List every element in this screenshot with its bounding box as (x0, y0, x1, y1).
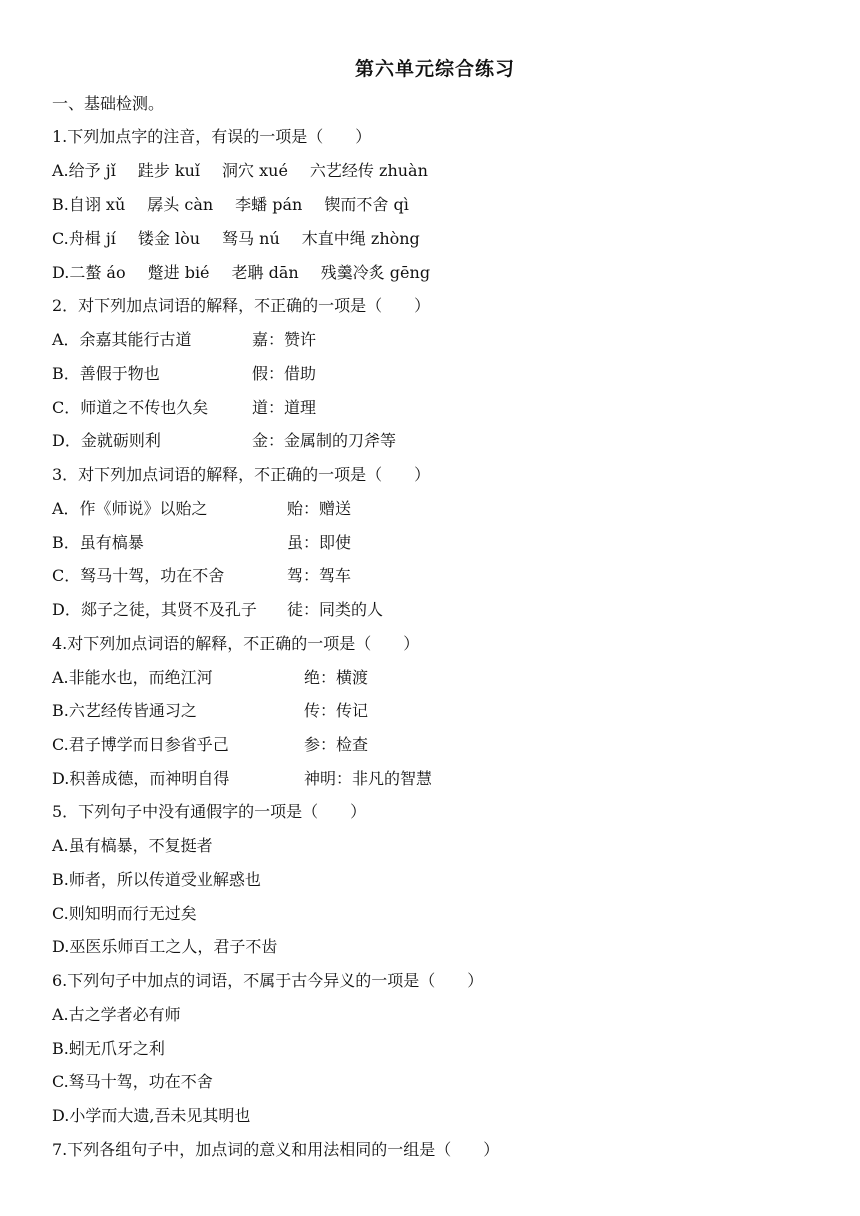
question-2-option-c-gloss: 道：道理 (252, 398, 317, 417)
question-6-option-b: B.蚓无爪牙之利 (52, 1039, 165, 1058)
question-3-option-b: B．虽有槁暴 (52, 533, 144, 552)
question-4-option-c-gloss: 参：检查 (304, 735, 369, 754)
question-2-option-b: B．善假于物也 (52, 364, 160, 383)
question-3-option-a-gloss: 贻：赠送 (287, 499, 352, 518)
question-3-option-d-gloss: 徒：同类的人 (287, 600, 384, 619)
question-6-option-c: C.驽马十驾，功在不舍 (52, 1072, 213, 1091)
option-item: 蹩进 bié (147, 263, 210, 282)
page-title: 第六单元综合练习 (354, 58, 515, 80)
question-4-option-b: B.六艺经传皆通习之 (52, 701, 197, 720)
question-2-option-d: D．金就砺则利 (52, 431, 161, 450)
question-6-option-a: A.古之学者必有师 (52, 1005, 181, 1024)
question-2-stem: 2．对下列加点词语的解释，不正确的一项是（ ） (52, 296, 431, 315)
question-4-stem: 4.对下列加点词语的解释，不正确的一项是（ ） (52, 634, 420, 653)
question-6-option-d: D.小学而大遗,吾未见其明也 (52, 1106, 251, 1125)
question-3-option-c: C．驽马十驾，功在不舍 (52, 566, 225, 585)
option-item: 锲而不舍 qì (324, 195, 409, 214)
question-2-option-a: A．余嘉其能行古道 (52, 330, 192, 349)
option-item: 洞穴 xué (222, 161, 288, 180)
option-item: 跬步 kuǐ (137, 161, 201, 180)
question-3-option-a: A．作《师说》以贻之 (52, 499, 208, 518)
question-1-option-d (52, 262, 452, 284)
question-4-option-a-gloss: 绝：横渡 (304, 668, 369, 687)
question-5-option-c: C.则知明而行无过矣 (52, 904, 197, 923)
question-5-option-b: B.师者，所以传道受业解惑也 (52, 870, 261, 889)
question-4-option-a: A.非能水也，而绝江河 (52, 668, 213, 687)
option-item: 木直中绳 zhòng (301, 229, 420, 248)
question-4-option-d: D.积善成德，而神明自得 (52, 769, 230, 788)
question-1-stem: 1.下列加点字的注音，有误的一项是（ ） (52, 127, 372, 146)
question-5-option-a: A.虽有槁暴，不复挺者 (52, 836, 213, 855)
question-3-option-c-gloss: 驾：驾车 (287, 566, 352, 585)
question-2-option-d-gloss: 金：金属制的刀斧等 (252, 431, 397, 450)
option-item: C.舟楫 jí (52, 229, 116, 248)
question-3-option-d: D．郯子之徒，其贤不及孔子 (52, 600, 257, 619)
option-item: 镂金 lòu (137, 229, 201, 248)
question-1-option-c (52, 228, 442, 250)
question-1-option-a (52, 160, 450, 182)
question-5-option-d: D.巫医乐师百工之人，君子不齿 (52, 937, 278, 956)
option-item: 六艺经传 zhuàn (309, 161, 428, 180)
question-2-option-c: C．师道之不传也久矣 (52, 398, 209, 417)
question-4-option-c: C.君子博学而日参省乎己 (52, 735, 229, 754)
question-7-stem: 7.下列各组句子中，加点词的意义和用法相同的一组是（ ） (52, 1140, 500, 1159)
question-5-stem: 5．下列句子中没有通假字的一项是（ ） (52, 802, 367, 821)
question-2-option-a-gloss: 嘉：赞许 (252, 330, 317, 349)
question-1-option-b (52, 194, 431, 216)
section-heading: 一、基础检测。 (52, 94, 165, 113)
question-3-option-b-gloss: 虽：即使 (287, 533, 352, 552)
option-item: 李蟠 pán (235, 195, 303, 214)
question-2-option-b-gloss: 假：借助 (252, 364, 317, 383)
question-6-stem: 6.下列句子中加点的词语，不属于古今异义的一项是（ ） (52, 971, 484, 990)
option-item: A.给予 jǐ (52, 161, 116, 180)
option-item: 老聃 dān (231, 263, 299, 282)
question-3-stem: 3．对下列加点词语的解释，不正确的一项是（ ） (52, 465, 431, 484)
question-4-option-b-gloss: 传：传记 (304, 701, 369, 720)
option-item: 残羹冷炙 gēng (320, 263, 431, 282)
option-item: 驽马 nú (222, 229, 280, 248)
option-item: B.自诩 xǔ (52, 195, 126, 214)
question-4-option-d-gloss: 神明：非凡的智慧 (304, 769, 433, 788)
option-item: 孱头 càn (147, 195, 214, 214)
option-item: D.二螯 áo (52, 263, 126, 282)
